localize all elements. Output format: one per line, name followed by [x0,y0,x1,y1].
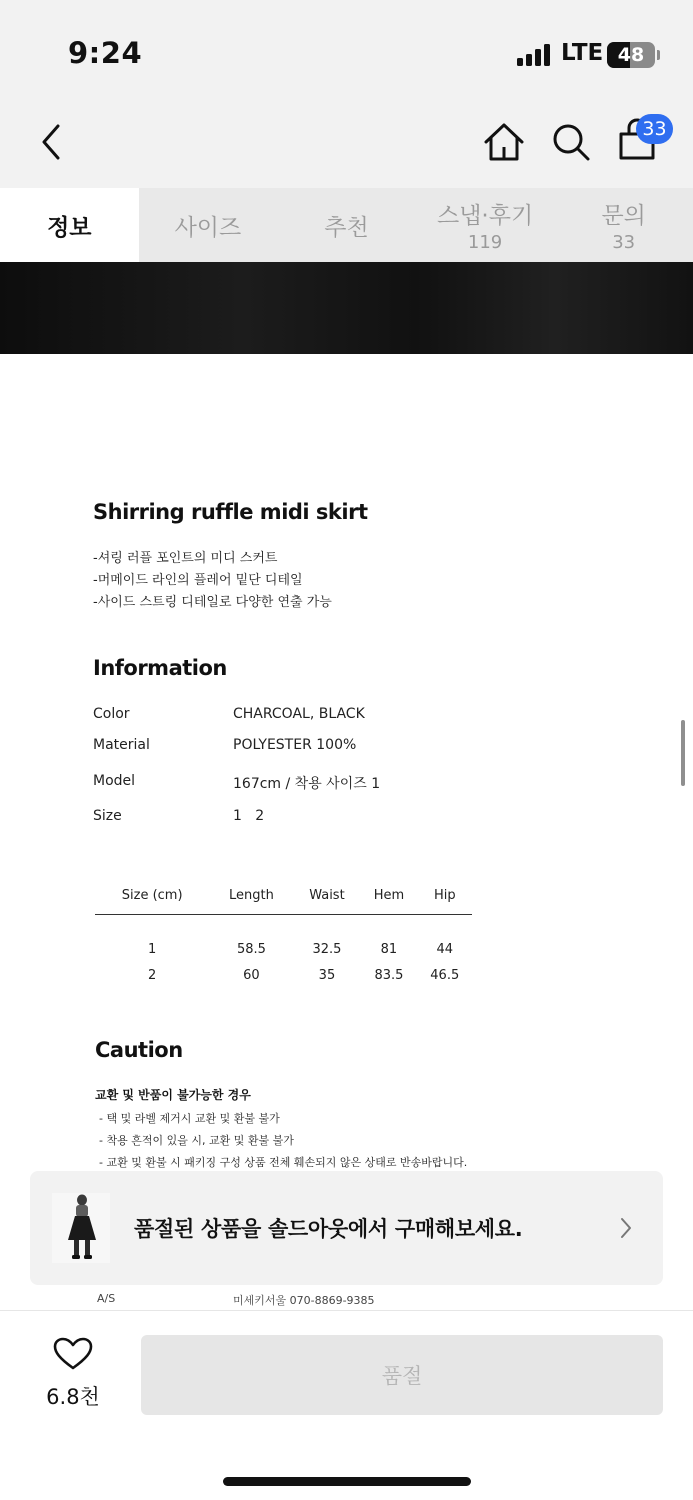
info-label: Size [93,808,122,824]
product-detail-content [0,354,693,1314]
tab-label: 추천 [324,214,369,241]
info-label: Model [93,773,136,789]
size-table-cell: 1 [148,941,157,957]
caution-item: - 교환 및 환불 시 패키징 구성 상품 전체 훼손되지 않은 상태로 반송바랍니다. [99,1156,468,1169]
caution-item: - 택 및 라벨 제거시 교환 및 환불 불가 [99,1112,280,1125]
information-heading: Information [93,656,227,680]
table-row [95,914,472,962]
size-table-cell: 60 [243,967,260,983]
size-table-cell: 44 [436,941,454,957]
description-line: -사이드 스트링 디테일로 다양한 연출 가능 [93,595,332,610]
size-table-header: Size (cm) [95,878,209,914]
caution-list [99,1108,467,1174]
heart-icon [53,1337,93,1371]
size-table-header: Hip [418,878,472,914]
size-table-cell: 81 [380,941,398,957]
caution-heading: Caution [95,1038,183,1062]
soldout-button[interactable]: 품절 [141,1335,663,1415]
size-table-header: Length [209,878,293,914]
tab-label: 스냅·후기 [436,203,534,229]
as-label: A/S [97,1292,116,1305]
as-value: 미세키서울 070-8869-9385 [233,1294,375,1307]
size-table-header: Waist [294,878,361,914]
back-button[interactable] [36,120,70,164]
info-value: POLYESTER 100% [233,737,357,753]
soldout-banner[interactable] [30,1171,663,1285]
cart-button[interactable] [617,114,677,164]
back-arrow-icon [36,120,70,164]
cart-count-badge: 33 [636,114,673,144]
table-row [95,962,472,988]
battery-level: 48 [617,44,645,66]
tab-bar [0,188,693,262]
search-button[interactable] [550,120,592,164]
tab-recommend[interactable] [277,188,416,262]
like-button[interactable] [36,1337,110,1411]
tab-count: 119 [467,232,503,253]
chevron-right-icon [618,1215,634,1241]
product-image [0,262,693,354]
tab-size[interactable] [139,188,278,262]
size-table-cell: 46.5 [430,967,460,983]
soldout-banner-text: 품절된 상품을 솔드아웃에서 구매해보세요. [134,1217,523,1241]
battery-cap [657,50,660,60]
description-line: -머메이드 라인의 플레어 밑단 디테일 [93,573,303,588]
info-value: 167cm / 착용 사이즈 1 [233,776,381,792]
like-count: 6.8천 [46,1385,100,1409]
status-bar [0,0,693,100]
size-table-cell: 32.5 [312,941,342,957]
network-type: LTE [561,40,604,66]
size-table-header: Hem [360,878,417,914]
size-table-cell: 2 [148,967,157,983]
size-table-cell: 83.5 [374,967,404,983]
tab-count: 33 [612,232,636,253]
status-time: 9:24 [68,36,143,70]
caution-item: - 착용 흔적이 있을 시, 교환 및 환불 불가 [99,1134,294,1147]
size-table-cell: 58.5 [236,941,266,957]
tab-inquiry[interactable] [554,188,693,262]
description-line: -셔링 러플 포인트의 미디 스커트 [93,551,278,566]
info-label: Material [93,737,150,753]
caution-subheading: 교환 및 반품이 불가능한 경우 [95,1088,251,1102]
home-button[interactable] [483,120,525,164]
info-label: Color [93,706,130,722]
scrollbar[interactable] [681,720,685,786]
search-icon [550,120,592,164]
product-description [93,548,332,614]
battery-icon [607,42,655,68]
tab-info[interactable] [0,188,139,262]
top-nav [0,100,693,188]
bottom-action-bar [0,1310,693,1500]
skirt-model-image [52,1193,110,1263]
tab-snap-review[interactable] [416,188,555,262]
home-icon [483,120,525,164]
info-value: CHARCOAL, BLACK [233,706,365,722]
size-table-cell: 35 [318,967,336,983]
product-title: Shirring ruffle midi skirt [93,500,368,524]
info-value: 1 2 [233,808,265,824]
size-table [95,878,472,988]
tab-label: 문의 [601,203,646,229]
home-indicator[interactable] [223,1477,471,1486]
tab-label: 사이즈 [174,214,242,241]
tab-label: 정보 [47,214,92,241]
signal-icon [517,44,555,66]
soldout-thumbnail [52,1193,110,1263]
